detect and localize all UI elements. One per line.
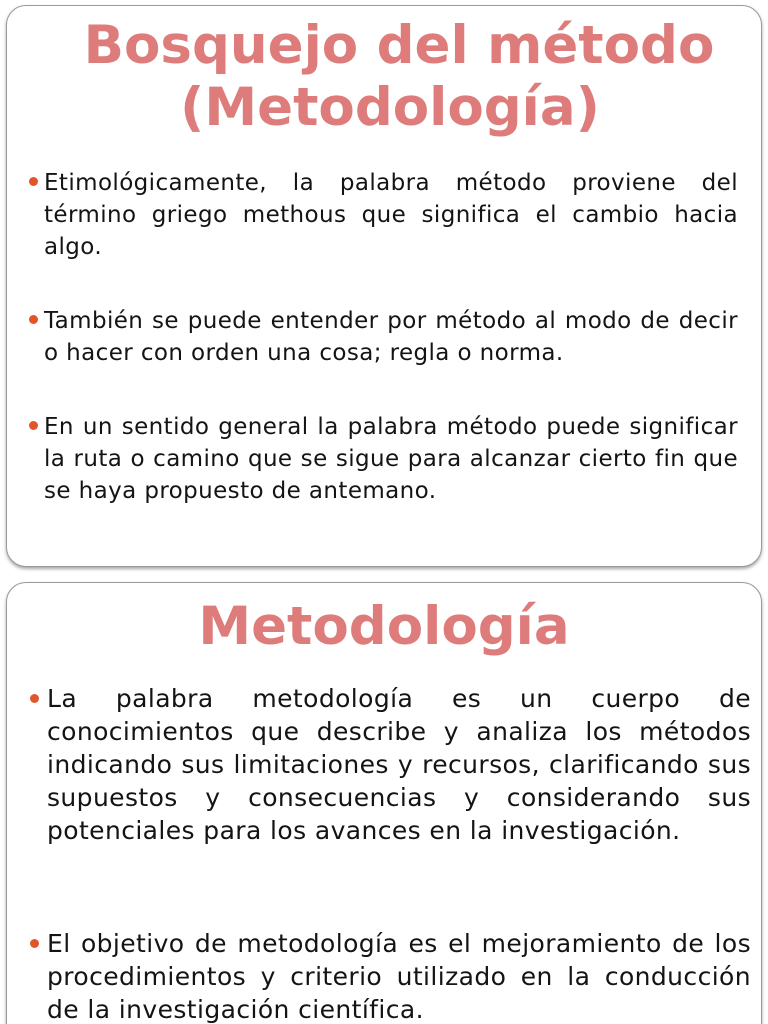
bullet-dot-icon: [30, 694, 39, 703]
slide-bosquejo-del-metodo: [6, 5, 762, 567]
title-line-2: (Metodología): [180, 77, 600, 138]
bullet-item: [47, 927, 751, 1024]
slide-metodologia: [6, 582, 762, 1024]
bullet-text: La palabra metodología es un cuerpo de conocimientos que describe y analiza los métodos indicando sus limitaciones y recursos, clarificando sus supuestos y consecuencias y considerando sus potenciales para los avances en la investigación.: [47, 684, 751, 845]
bullet-text: Etimológicamente, la palabra método proviene del término griego methous que significa el cambio hacia algo.: [44, 170, 738, 260]
bullet-dot-icon: [29, 177, 38, 186]
title-line-1: Bosquejo del método: [83, 15, 715, 76]
bullet-item: [44, 305, 738, 369]
bullet-dot-icon: [29, 421, 38, 430]
bullet-item: [44, 411, 738, 507]
bullet-text: En un sentido general la palabra método puede significar la ruta o camino que se sigue para alcanzar cierto fin que se haya propuesto de antemano.: [44, 414, 738, 504]
bullet-text: También se puede entender por método al modo de decir o hacer con orden una cosa; regla o norma.: [44, 308, 738, 366]
bullet-dot-icon: [29, 315, 38, 324]
bullet-text: El objetivo de metodología es el mejoramiento de los procedimientos y criterio utilizado en la conducción de la investigación científica.: [47, 929, 751, 1024]
slide-title: Metodología: [198, 596, 570, 657]
bullet-dot-icon: [30, 939, 39, 948]
bullet-item: [47, 682, 751, 847]
slide-title: [7, 15, 761, 139]
bullet-item: [44, 167, 738, 263]
